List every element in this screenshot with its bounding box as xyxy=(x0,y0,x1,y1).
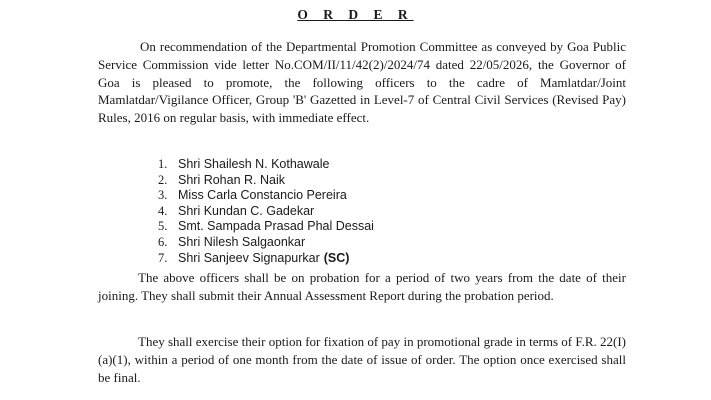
category-badge: (SC) xyxy=(323,250,350,265)
list-item-number: 4. xyxy=(158,203,168,218)
officer-name: Shri Nilesh Salgaonkar xyxy=(178,234,306,249)
pay-fixation-paragraph: They shall exercise their option for fixation of pay in promotional grade in terms of F.R. 22(I)(a)(1), within a period of one month from the date of issue of order. The option once exercised shall be final. xyxy=(98,334,626,385)
list-item xyxy=(158,219,374,235)
list-item-number: 5. xyxy=(158,219,168,234)
list-item xyxy=(158,157,374,173)
list-item-number: 2. xyxy=(158,172,168,187)
list-item-number: 1. xyxy=(158,157,168,171)
officer-name: Miss Carla Constancio Pereira xyxy=(178,188,347,203)
list-item xyxy=(158,251,374,267)
list-item xyxy=(158,235,374,251)
list-item xyxy=(158,173,374,189)
recommendation-paragraph: On recommendation of the Departmental Promotion Committee as conveyed by Goa Public Service Commission vide letter No.COM/II/11/42(2)/2024/74 dated 22/05/2026, the Governor of Goa is pleased to promote, the following officers to the cadre of Mamlatdar/Joint Mamlatdar/Vigilance Officer, Group 'B' Gazetted in Level-7 of Central Civil Services (Revised Pay) Rules, 2016 on regular basis, with immediate effect. xyxy=(98,39,626,126)
officer-name: Shri Kundan C. Gadekar xyxy=(178,203,315,218)
list-item xyxy=(158,188,374,204)
officer-name: Shri Sanjeev Signapurkar xyxy=(178,250,320,265)
officer-name: Shri Rohan R. Naik xyxy=(178,172,285,187)
order-heading: O R D E R xyxy=(297,7,414,22)
probation-paragraph: The above officers shall be on probation for a period of two years from the date of their joining. They shall submit their Annual Assessment Report during the probation period. xyxy=(98,270,626,303)
list-item-number: 7. xyxy=(158,250,168,265)
list-item xyxy=(158,204,374,220)
list-item-number: 3. xyxy=(158,188,168,203)
officer-name: Shri Shailesh N. Kothawale xyxy=(178,157,330,171)
officer-list xyxy=(158,157,374,266)
list-item-number: 6. xyxy=(158,234,168,249)
officer-name: Smt. Sampada Prasad Phal Dessai xyxy=(178,219,374,234)
